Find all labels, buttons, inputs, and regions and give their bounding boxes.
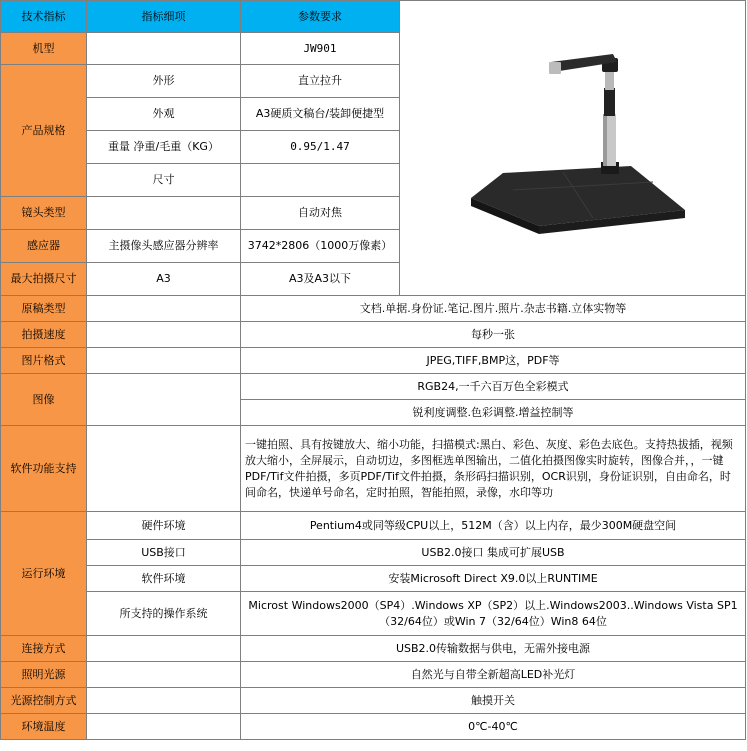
value-hw: Pentium4或同等级CPU以上，512M（含）以上内存，最少300M硬盘空间 (241, 512, 746, 540)
label-maxsize: 最大拍摄尺寸 (1, 263, 87, 296)
row-connect (1, 636, 746, 662)
value-size (241, 164, 400, 197)
label-spec: 产品规格 (1, 65, 87, 197)
value-sw: 安装Microsoft Direct X9.0以上RUNTIME (241, 566, 746, 592)
key-shape: 外形 (87, 65, 241, 98)
label-model: 机型 (1, 33, 87, 65)
cell-manuscript-key (87, 296, 241, 322)
value-image-line2: 锐利度调整.色彩调整.增益控制等 (241, 400, 746, 426)
cell-model-key (87, 33, 241, 65)
header-col1: 技术指标 (1, 1, 87, 33)
label-sensor: 感应器 (1, 230, 87, 263)
label-speed: 拍摄速度 (1, 322, 87, 348)
label-format: 图片格式 (1, 348, 87, 374)
value-maxsize: A3及A3以下 (241, 263, 400, 296)
label-lens: 镜头类型 (1, 197, 87, 230)
key-maxsize: A3 (87, 263, 241, 296)
row-env-hw (1, 512, 746, 540)
cell-light-key (87, 662, 241, 688)
row-light (1, 662, 746, 688)
value-shape: 直立拉升 (241, 65, 400, 98)
label-image: 图像 (1, 374, 87, 426)
value-look: A3硬质文稿台/装卸便捷型 (241, 98, 400, 131)
key-look: 外观 (87, 98, 241, 131)
row-format (1, 348, 746, 374)
cell-lens-key (87, 197, 241, 230)
cell-format-key (87, 348, 241, 374)
value-software: 一键拍照、具有按键放大、缩小功能，扫描模式:黑白、彩色、灰度、彩色去底色。支持热拔插，视频放大缩小，全屏展示，自动切边，多图框选单图输出，二值化拍摄图像实时旋转，图像合并，，一键PDF/Tif文件拍摄，多页PDF/Tif文件拍摄，条形码扫描识别，OCR识别，身份证识别，自由命名，时间命名，快递单号命名，定时拍照，智能拍照，录像，水印等功 (241, 426, 746, 512)
cell-speed-key (87, 322, 241, 348)
label-manuscript: 原稿类型 (1, 296, 87, 322)
row-env-os (1, 592, 746, 636)
document-camera-image (453, 48, 693, 248)
value-manuscript: 文档.单据.身份证.笔记.图片.照片.杂志书籍.立体实物等 (241, 296, 746, 322)
value-light: 自然光与自带全新超高LED补光灯 (241, 662, 746, 688)
label-software: 软件功能支持 (1, 426, 87, 512)
key-usb: USB接口 (87, 540, 241, 566)
row-manuscript (1, 296, 746, 322)
value-lightctl: 触摸开关 (241, 688, 746, 714)
value-image-line1: RGB24,一千六百万色全彩模式 (241, 374, 746, 400)
cell-lightctl-key (87, 688, 241, 714)
value-temp: 0℃-40℃ (241, 714, 746, 740)
label-env: 运行环境 (1, 512, 87, 636)
cell-image-key (87, 374, 241, 426)
label-connect: 连接方式 (1, 636, 87, 662)
cell-temp-key (87, 714, 241, 740)
row-speed (1, 322, 746, 348)
value-speed: 每秒一张 (241, 322, 746, 348)
key-sensor: 主摄像头感应器分辨率 (87, 230, 241, 263)
value-connect: USB2.0传输数据与供电，无需外接电源 (241, 636, 746, 662)
value-format: JPEG,TIFF,BMP这，PDF等 (241, 348, 746, 374)
header-row (1, 1, 746, 33)
row-env-usb (1, 540, 746, 566)
label-light: 照明光源 (1, 662, 87, 688)
value-sensor: 3742*2806（1000万像素） (241, 230, 400, 263)
header-col2: 指标细项 (87, 1, 241, 33)
key-os: 所支持的操作系统 (87, 592, 241, 636)
value-model: JW901 (241, 33, 400, 65)
row-lightctl (1, 688, 746, 714)
cell-software-key (87, 426, 241, 512)
key-weight: 重量 净重/毛重（KG） (87, 131, 241, 164)
row-env-sw (1, 566, 746, 592)
label-lightctl: 光源控制方式 (1, 688, 87, 714)
key-sw: 软件环境 (87, 566, 241, 592)
product-photo (400, 1, 746, 296)
value-os: Microst Windows2000（SP4）.Windows XP（SP2）以上.Windows2003..Windows Vista SP1（32/64位）或Win 7（32/64位）Win8 64位 (241, 592, 746, 636)
cell-connect-key (87, 636, 241, 662)
value-usb: USB2.0接口 集成可扩展USB (241, 540, 746, 566)
row-image-1 (1, 374, 746, 400)
value-weight: 0.95/1.47 (241, 131, 400, 164)
value-lens: 自动对焦 (241, 197, 400, 230)
label-temp: 环境温度 (1, 714, 87, 740)
header-col3: 参数要求 (241, 1, 400, 33)
row-temp (1, 714, 746, 740)
key-hw: 硬件环境 (87, 512, 241, 540)
row-software (1, 426, 746, 512)
key-size: 尺寸 (87, 164, 241, 197)
